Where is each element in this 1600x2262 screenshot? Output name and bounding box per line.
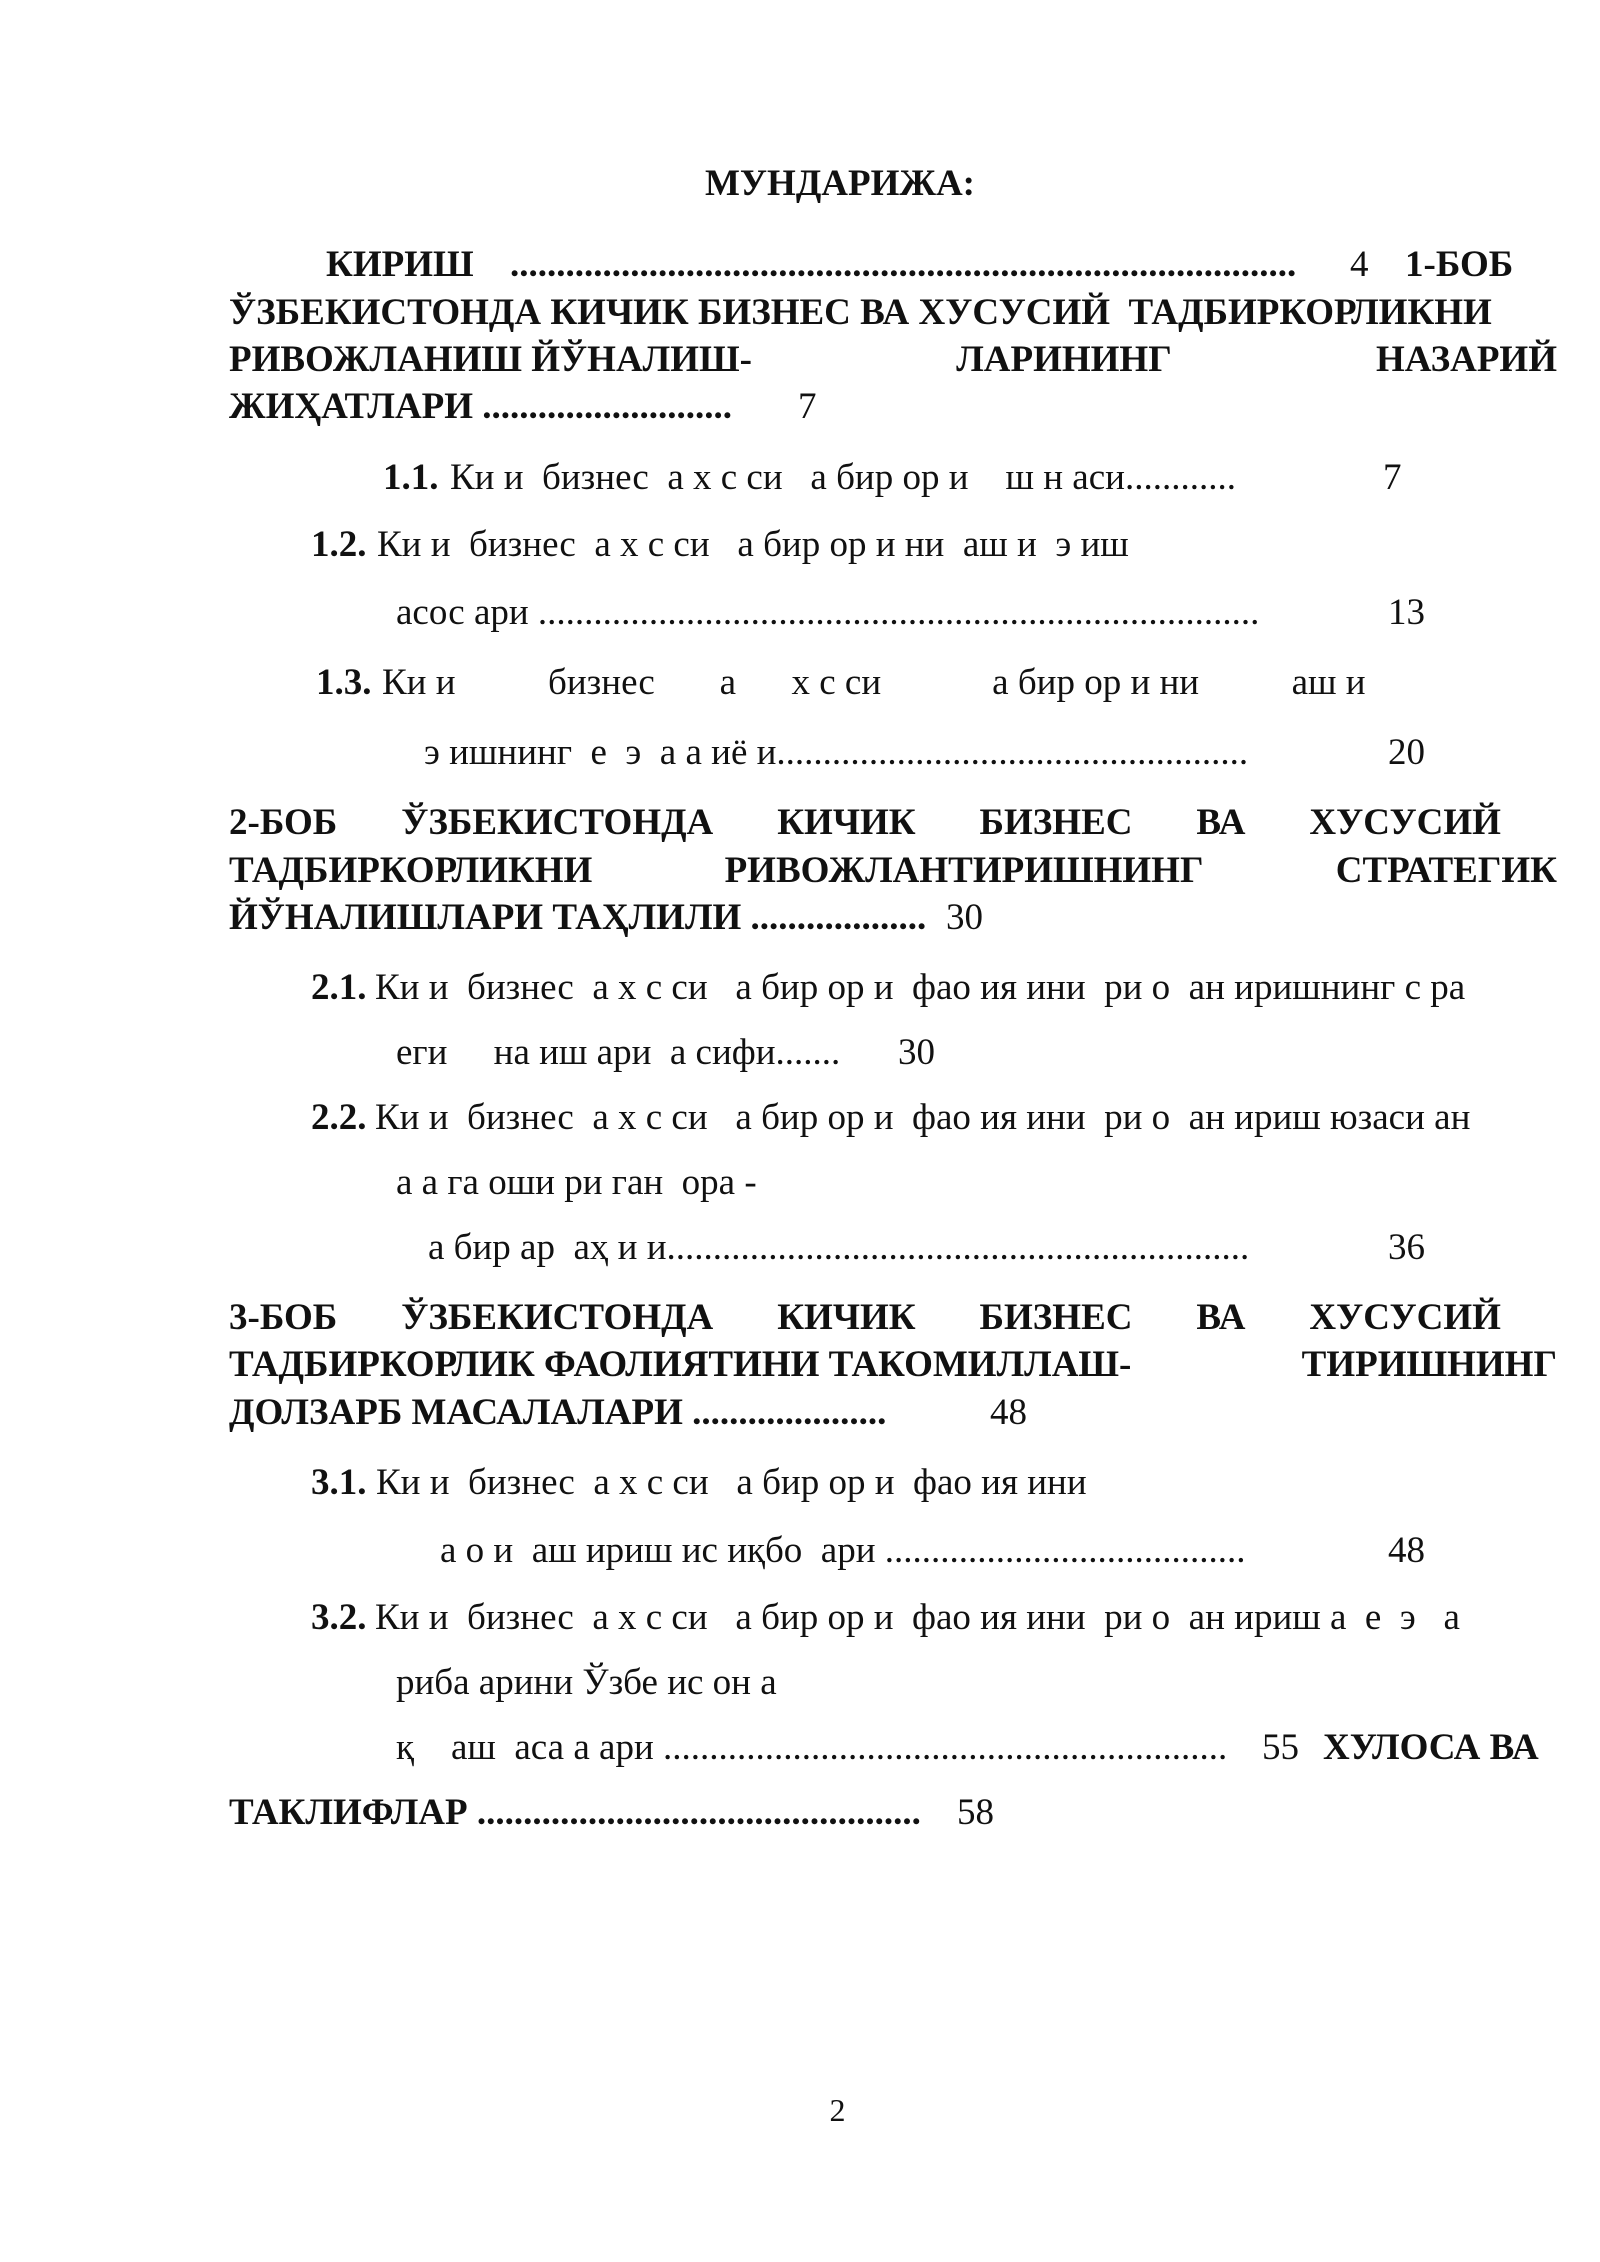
toc-chapter2-word: ВА: [1196, 802, 1246, 843]
toc-chapter1-word: РИВОЖЛАНИШ ЙЎНАЛИШ-: [229, 339, 752, 380]
toc-chapter1-word: НАЗАРИЙ: [1376, 339, 1557, 380]
toc-chapter3-page: 48: [990, 1392, 1027, 1433]
toc-chapter2-word: ЎЗБЕКИСТОНДА: [401, 802, 714, 843]
toc-section-3-2-text: Ки и бизнес а х с си а бир ор и фао ия ини ри о ан ириш а е э а: [375, 1597, 1460, 1638]
toc-section-1-2-page: 13: [1388, 592, 1425, 633]
toc-conclusion-label: ТАКЛИФЛАР ................................................: [229, 1792, 921, 1833]
toc-section-3-1-cont: а о и аш ириш ис иқбо ари .......................................: [440, 1530, 1246, 1571]
toc-section-3-2-cont: риба арини Ўзбе ис он а: [396, 1662, 777, 1703]
toc-chapter2-word: ТАДБИРКОРЛИКНИ: [229, 850, 593, 891]
toc-chapter1-title-line2: [229, 337, 1557, 383]
toc-chapter3-word: ТАДБИРКОРЛИК ФАОЛИЯТИНИ ТАКОМИЛЛАШ-: [229, 1344, 1132, 1385]
toc-chapter1-number: 1-БОБ: [1405, 244, 1514, 285]
toc-chapter2-page: 30: [946, 897, 983, 938]
page-number: 2: [829, 2092, 846, 2128]
toc-section-1-2-text: Ки и бизнес а х с си а бир ор и ни аш и э иш: [377, 524, 1129, 565]
toc-chapter3-title-line3: ДОЛЗАРБ МАСАЛАЛАРИ .....................: [229, 1392, 887, 1433]
toc-section-2-2-cont2: а бир ар аҳ и и...............................................................: [428, 1227, 1250, 1268]
toc-chapter2-word: ХУСУСИЙ: [1309, 802, 1501, 843]
toc-intro-label: КИРИШ: [326, 244, 474, 285]
toc-section-1-1-number: 1.1.: [383, 457, 439, 498]
toc-chapter2-title-line2: [229, 848, 1557, 894]
toc-section-2-2-page: 36: [1388, 1227, 1425, 1268]
toc-intro-dots: .....................................................................................: [510, 244, 1297, 285]
toc-chapter3-word: КИЧИК: [777, 1297, 916, 1338]
toc-section-1-3-cont: э ишнинг е э а а иё и...................................................: [424, 732, 1249, 773]
toc-section-2-1-number: 2.1.: [311, 967, 367, 1008]
toc-section-3-2-cont2: қ аш аса а ари .............................................................: [396, 1727, 1228, 1768]
toc-conclusion-page: 58: [957, 1792, 994, 1833]
toc-section-3-2-page: 55: [1262, 1727, 1299, 1768]
toc-chapter2-word: 2-БОБ: [229, 802, 338, 843]
toc-chapter3-word: ТИРИШНИНГ: [1301, 1344, 1557, 1385]
toc-chapter1-word: ЛАРИНИНГ: [956, 339, 1172, 380]
toc-section-3-1-page: 48: [1388, 1530, 1425, 1571]
toc-chapter2-word: СТРАТЕГИК: [1335, 850, 1557, 891]
toc-chapter2-word: КИЧИК: [777, 802, 916, 843]
toc-section-1-3-text: Ки и бизнес а х с си а бир ор и ни аш и: [382, 662, 1366, 703]
toc-conclusion-label-start: ХУЛОСА ВА: [1323, 1727, 1539, 1768]
toc-section-2-2-number: 2.2.: [311, 1097, 367, 1138]
toc-section-3-1-text: Ки и бизнес а х с си а бир ор и фао ия ини: [376, 1462, 1087, 1503]
toc-chapter1-page: 7: [798, 386, 817, 427]
toc-chapter1-title-line1: ЎЗБЕКИСТОНДА КИЧИК БИЗНЕС ВА ХУСУСИЙ ТАДБИРКОРЛИКНИ: [229, 292, 1492, 333]
toc-section-2-1-cont: еги на иш ари а сифи.......: [396, 1032, 841, 1073]
toc-chapter3-word: ХУСУСИЙ: [1309, 1297, 1501, 1338]
toc-section-1-3-number: 1.3.: [316, 662, 372, 703]
toc-chapter2-title-line3: ЙЎНАЛИШЛАРИ ТАҲЛИЛИ ...................: [229, 897, 927, 938]
page-title: МУНДАРИЖА:: [704, 163, 976, 204]
toc-section-3-2-number: 3.2.: [311, 1597, 367, 1638]
toc-section-2-1-page: 30: [898, 1032, 935, 1073]
toc-section-3-1-number: 3.1.: [311, 1462, 367, 1503]
toc-chapter3-word: ВА: [1196, 1297, 1246, 1338]
toc-section-1-1-text: Ки и бизнес а х с си а бир ор и ш н аси............: [450, 457, 1236, 498]
toc-section-2-2-text: Ки и бизнес а х с си а бир ор и фао ия ини ри о ан ириш юзаси ан: [375, 1097, 1471, 1138]
toc-chapter3-title-line1: [229, 1295, 1557, 1341]
toc-intro-page: 4: [1350, 244, 1369, 285]
toc-chapter3-word: 3-БОБ: [229, 1297, 338, 1338]
toc-section-1-2-cont: асос ари ..............................................................................: [396, 592, 1260, 633]
toc-chapter2-title-line1: [229, 800, 1557, 846]
toc-chapter2-word: РИВОЖЛАНТИРИШНИНГ: [724, 850, 1204, 891]
toc-section-2-1-text: Ки и бизнес а х с си а бир ор и фао ия ини ри о ан иришнинг с ра: [375, 967, 1466, 1008]
toc-chapter3-word: БИЗНЕС: [979, 1297, 1133, 1338]
toc-section-1-3-page: 20: [1388, 732, 1425, 773]
toc-chapter3-title-line2: [229, 1342, 1557, 1388]
toc-chapter3-word: ЎЗБЕКИСТОНДА: [401, 1297, 714, 1338]
toc-section-1-2-number: 1.2.: [311, 524, 367, 565]
toc-chapter1-title-line3: ЖИҲАТЛАРИ ...........................: [229, 386, 733, 427]
toc-section-1-1-page: 7: [1383, 457, 1402, 498]
toc-section-2-2-cont: а а га оши ри ган ора -: [396, 1162, 757, 1203]
toc-chapter2-word: БИЗНЕС: [979, 802, 1133, 843]
